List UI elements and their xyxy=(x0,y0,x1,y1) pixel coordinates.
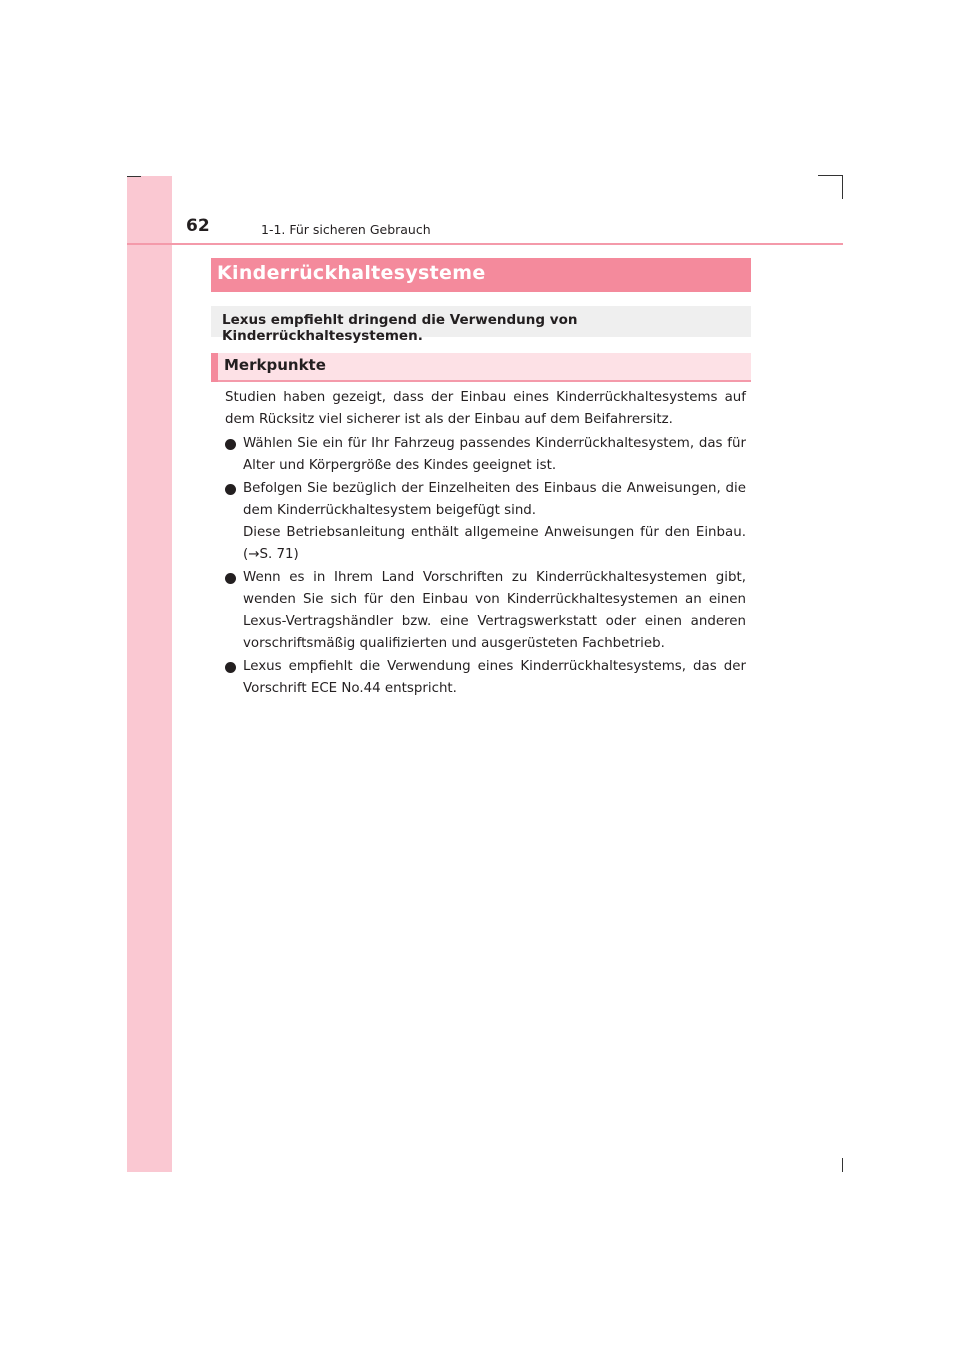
bullet-icon xyxy=(225,484,236,495)
body-paragraph: Studien haben gezeigt, dass der Einbau eines Kinderrückhaltesystems auf dem Rücksitz viel sicherer ist als der Einbau auf dem Beifahrersitz. xyxy=(225,390,746,427)
list-item-text: Lexus empfiehlt die Verwendung eines Kinderrückhaltesystems, das der Vorschrift ECE No.44 entspricht. xyxy=(243,659,746,696)
intro-text: Lexus empfiehlt dringend die Verwendung von Kinderrückhaltesystemen. xyxy=(222,312,578,344)
list-item-text: Befolgen Sie bezüglich der Einzelheiten des Einbaus die Anweisungen, die dem Kinderrückhaltesystem beigefügt sind. xyxy=(243,481,746,518)
list-item xyxy=(225,567,746,655)
bullet-icon xyxy=(225,439,236,450)
header-rule xyxy=(127,243,843,245)
body-content xyxy=(225,387,746,701)
title-bar xyxy=(211,258,751,292)
crop-mark-bottom-right xyxy=(842,1158,843,1172)
list-item-text: Wenn es in Ihrem Land Vorschriften zu Kinderrückhaltesystemen gibt, wenden Sie sich für den Einbau von Kinderrückhaltesystemen an einen Lexus-Vertragshändler bzw. eine Vertragswerkstatt oder einen anderen vorschriftsmäßig qualifizierten und ausgerüsteten Fachbetrieb. xyxy=(243,570,746,651)
subheading-bar xyxy=(211,353,751,382)
list-item-text: Wählen Sie ein für Ihr Fahrzeug passendes Kinderrückhaltesystem, das für Alter und Körpergröße des Kindes geeignet ist. xyxy=(243,436,746,473)
subheading: Merkpunkte xyxy=(224,356,326,374)
crop-mark-top-right-v xyxy=(842,175,843,199)
crop-mark-top-right-h xyxy=(818,175,843,176)
subheading-accent xyxy=(211,353,218,382)
bullet-list xyxy=(225,433,746,700)
crop-mark-top-left xyxy=(127,176,141,177)
intro-box xyxy=(211,306,751,344)
page-number: 62 xyxy=(186,216,210,236)
section-label: 1-1. Für sicheren Gebrauch xyxy=(261,222,431,237)
side-color-strip xyxy=(127,176,172,1172)
list-item xyxy=(225,656,746,700)
list-item-extra: Diese Betriebsanleitung enthält allgemeine Anweisungen für den Einbau. (→S. 71) xyxy=(243,525,746,562)
list-item xyxy=(225,433,746,477)
page-title: Kinderrückhaltesysteme xyxy=(217,262,486,284)
bullet-icon xyxy=(225,573,236,584)
bullet-icon xyxy=(225,662,236,673)
list-item xyxy=(225,478,746,566)
